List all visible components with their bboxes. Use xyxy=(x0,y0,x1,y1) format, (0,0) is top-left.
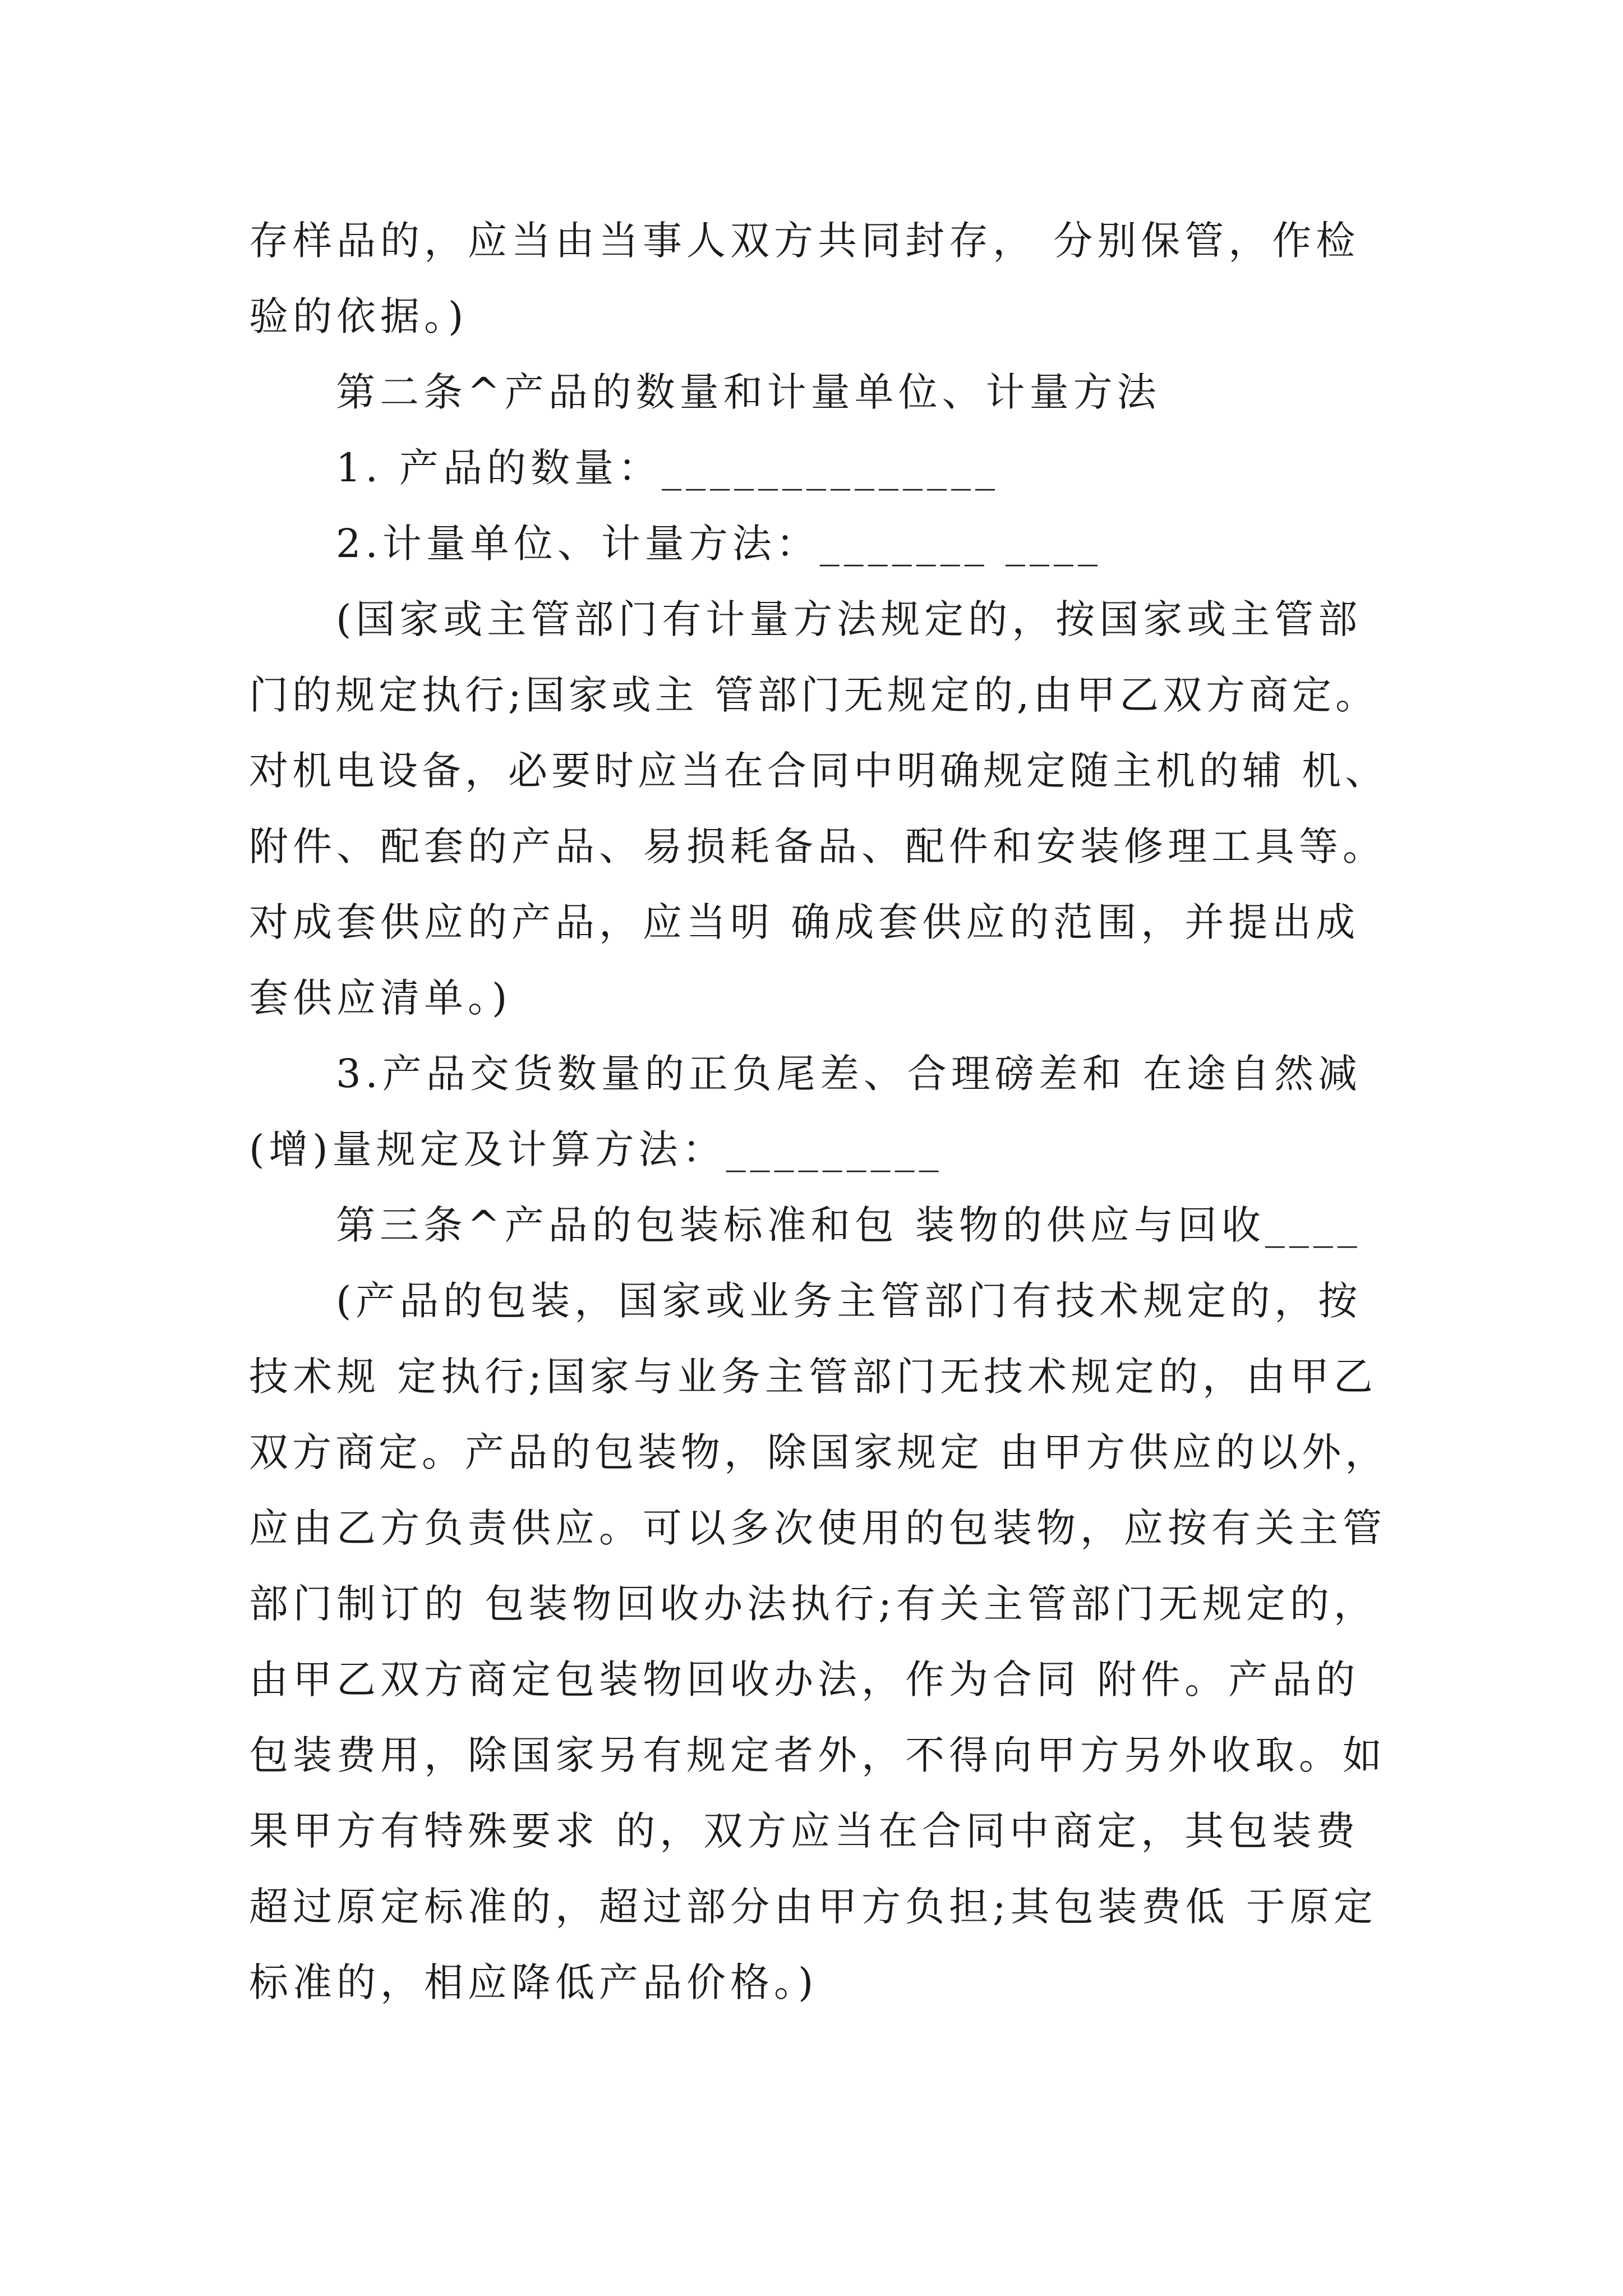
text-line: 套供应清单。) xyxy=(249,975,512,1021)
text-line: 对机电设备，必要时应当在合同中明确规定随主机的辅 机、 xyxy=(249,748,1389,794)
section-heading: 第三条^产品的包装标准和包 装物的供应与回收____ xyxy=(336,1202,1362,1248)
text-line: 对成套供应的产品，应当明 确成套供应的范围，并提出成 xyxy=(249,899,1360,945)
text-line: 存样品的，应当由当事人双方共同封存， 分别保管，作检 xyxy=(249,218,1360,264)
text-line: 果甲方有特殊要求 的，双方应当在合同中商定，其包装费 xyxy=(249,1808,1360,1854)
text-line: 门的规定执行;国家或主 管部门无规定的,由甲乙双方商定。 xyxy=(249,672,1379,718)
text-line: 包装费用，除国家另有规定者外，不得向甲方另外收取。如 xyxy=(249,1732,1386,1778)
text-line: 部门制订的 包装物回收办法执行;有关主管部门无规定的， xyxy=(249,1581,1377,1627)
text-line: 超过原定标准的，超过部分由甲方负担;其包装费低 于原定 xyxy=(249,1884,1377,1930)
text-line: 由甲乙双方商定包装物回收办法，作为合同 附件。产品的 xyxy=(249,1657,1360,1703)
text-line: 技术规 定执行;国家与业务主管部门无技术规定的，由甲乙 xyxy=(249,1354,1377,1400)
text-line: (国家或主管部门有计量方法规定的，按国家或主管部 xyxy=(336,596,1362,642)
text-line: 标准的，相应降低产品价格。) xyxy=(249,1959,818,2005)
field-line: 3.产品交货数量的正负尾差、合理磅差和 在途自然减 xyxy=(336,1051,1362,1097)
text-line: 双方商定。产品的包装物，除国家规定 由甲方供应的以外， xyxy=(249,1429,1389,1475)
field-line: (增)量规定及计算方法：_________ xyxy=(249,1126,943,1172)
text-line: 应由乙方负责供应。可以多次使用的包装物，应按有关主管 xyxy=(249,1505,1386,1551)
section-heading: 第二条^产品的数量和计量单位、计量方法 xyxy=(336,369,1161,415)
field-line: 1. 产品的数量：______________ xyxy=(336,445,1000,491)
field-line: 2.计量单位、计量方法：_______ ____ xyxy=(336,521,1103,567)
text-line: 验的依据。) xyxy=(249,293,468,339)
text-line: 附件、配套的产品、易损耗备品、配件和安装修理工具等。 xyxy=(249,823,1386,869)
text-line: (产品的包装，国家或业务主管部门有技术规定的，按 xyxy=(336,1278,1362,1324)
